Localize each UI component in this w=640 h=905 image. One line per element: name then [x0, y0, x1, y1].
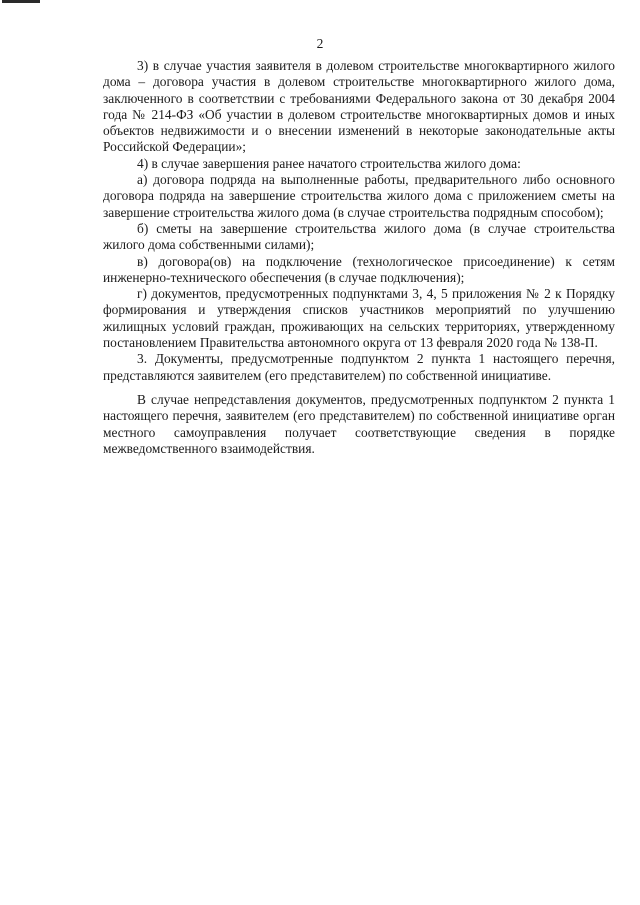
paragraph-subitem-a: а) договора подряда на выполненные работы, предварительного либо основного договора подряда на завершение строительства жилого дома с приложением сметы на завершение строительства жилого дома (в случае строительства подрядным способом);: [103, 172, 615, 220]
paragraph-item-4: 4) в случае завершения ранее начатого строительства жилого дома:: [137, 155, 521, 171]
paragraph-subitem-g: г) документов, предусмотренных подпунктами 3, 4, 5 приложения № 2 к Порядку формирования и утверждения списков участников мероприятий по улучшению жилищных условий граждан, проживающих на сельских территориях, утвержденному постановлением Правительства автономного округа от 13 февраля 2020 года № 138-П.: [103, 286, 615, 351]
paragraph-nonsubmission: В случае непредставления документов, предусмотренных подпунктом 2 пункта 1 настоящего перечня, заявителем (его представителем) по собственной инициативе орган местного самоуправления получает соответствующие сведения в порядке межведомственного взаимодействия.: [103, 391, 615, 456]
paragraph-subitem-b: б) сметы на завершение строительства жилого дома (в случае строительства жилого дома собственными силами);: [103, 220, 615, 253]
paragraph-point-3: 3. Документы, предусмотренные подпунктом 2 пункта 1 настоящего перечня, представляются заявителем (его представителем) по собственной инициативе.: [103, 351, 615, 383]
document-body: [103, 58, 615, 457]
paragraph-item-3: 3) в случае участия заявителя в долевом строительстве многоквартирного жилого дома – договора участия в долевом строительстве многоквартирного жилого дома, заключенного в соответствии с требованиями Федерального закона от 30 декабря 2004 года № 214-ФЗ «Об участии в долевом строительстве многоквартирных домов и иных объектов недвижимости и о внесении изменений в некоторые законодательные акты Российской Федерации»;: [103, 58, 615, 155]
page-number: 2: [316, 36, 324, 51]
scan-corner-mark: [2, 0, 40, 3]
paragraph-subitem-v: в) договора(ов) на подключение (технологическое присоединение) к сетям инженерно-технического обеспечения (в случае подключения);: [103, 253, 615, 285]
